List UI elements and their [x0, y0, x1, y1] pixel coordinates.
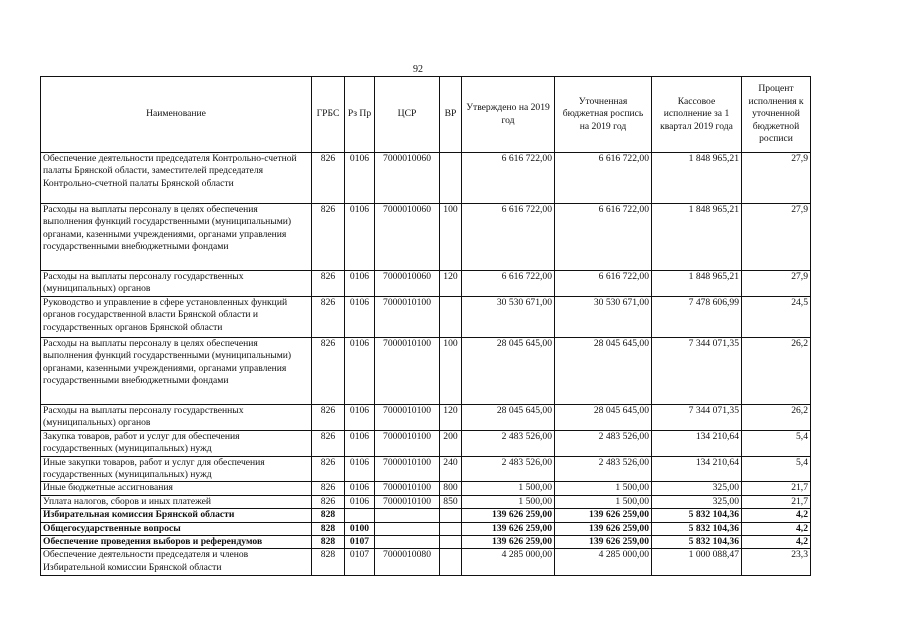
table-row — [41, 271, 811, 297]
cell-vr — [440, 153, 462, 204]
cell-name: Обеспечение деятельности председателя и членов Избирательной комиссии Брянской области — [41, 549, 312, 576]
cell-vr: 200 — [440, 430, 462, 456]
cell-name: Закупка товаров, работ и услуг для обеспечения государственных (муниципальных) нужд — [41, 430, 312, 456]
cell-refined: 28 045 645,00 — [555, 405, 652, 431]
cell-approved: 139 626 259,00 — [462, 536, 555, 549]
cell-percent: 26,2 — [742, 405, 811, 431]
table-row — [41, 405, 811, 431]
cell-percent: 23,3 — [742, 549, 811, 576]
cell-csr — [375, 536, 440, 549]
cell-cash: 325,00 — [652, 495, 742, 508]
cell-cash: 7 344 071,35 — [652, 338, 742, 405]
cell-percent: 24,5 — [742, 297, 811, 338]
header-vr: ВР — [440, 77, 462, 153]
cell-cash: 5 832 104,36 — [652, 509, 742, 522]
cell-rzpr — [345, 509, 375, 522]
header-approved: Утверждено на 2019 год — [462, 77, 555, 153]
cell-approved: 6 616 722,00 — [462, 271, 555, 297]
cell-refined: 139 626 259,00 — [555, 509, 652, 522]
cell-csr: 7000010100 — [375, 456, 440, 482]
cell-approved: 4 285 000,00 — [462, 549, 555, 576]
cell-refined: 6 616 722,00 — [555, 153, 652, 204]
cell-cash: 1 000 088,47 — [652, 549, 742, 576]
cell-grbs: 826 — [312, 495, 345, 508]
cell-approved: 139 626 259,00 — [462, 522, 555, 535]
cell-vr: 800 — [440, 482, 462, 495]
cell-percent: 4,2 — [742, 536, 811, 549]
cell-percent: 4,2 — [742, 522, 811, 535]
cell-rzpr: 0106 — [345, 405, 375, 431]
cell-grbs: 828 — [312, 549, 345, 576]
table-row — [41, 522, 811, 535]
cell-csr: 7000010080 — [375, 549, 440, 576]
cell-name: Иные закупки товаров, работ и услуг для обеспечения государственных (муниципальных) нужд — [41, 456, 312, 482]
cell-cash: 7 478 606,99 — [652, 297, 742, 338]
cell-csr: 7000010100 — [375, 482, 440, 495]
table-row — [41, 536, 811, 549]
cell-cash: 5 832 104,36 — [652, 522, 742, 535]
cell-refined: 1 500,00 — [555, 482, 652, 495]
cell-percent: 27,9 — [742, 271, 811, 297]
cell-rzpr: 0106 — [345, 456, 375, 482]
cell-grbs: 826 — [312, 430, 345, 456]
cell-refined: 2 483 526,00 — [555, 456, 652, 482]
cell-refined: 1 500,00 — [555, 495, 652, 508]
cell-cash: 1 848 965,21 — [652, 204, 742, 271]
table-row — [41, 549, 811, 576]
cell-approved: 1 500,00 — [462, 482, 555, 495]
cell-rzpr: 0106 — [345, 430, 375, 456]
cell-grbs: 826 — [312, 271, 345, 297]
cell-csr — [375, 509, 440, 522]
cell-refined: 6 616 722,00 — [555, 271, 652, 297]
cell-cash: 5 832 104,36 — [652, 536, 742, 549]
cell-grbs: 826 — [312, 153, 345, 204]
cell-refined: 30 530 671,00 — [555, 297, 652, 338]
cell-refined: 28 045 645,00 — [555, 338, 652, 405]
budget-table — [40, 76, 811, 576]
cell-name: Расходы на выплаты персоналу государственных (муниципальных) органов — [41, 405, 312, 431]
header-name: Наименование — [41, 77, 312, 153]
cell-csr: 7000010100 — [375, 297, 440, 338]
table-row — [41, 297, 811, 338]
header-row — [41, 77, 811, 153]
cell-cash: 7 344 071,35 — [652, 405, 742, 431]
cell-cash: 325,00 — [652, 482, 742, 495]
cell-name: Избирательная комиссия Брянской области — [41, 509, 312, 522]
cell-approved: 28 045 645,00 — [462, 338, 555, 405]
cell-percent: 21,7 — [742, 495, 811, 508]
cell-rzpr: 0100 — [345, 522, 375, 535]
cell-csr: 7000010060 — [375, 204, 440, 271]
cell-refined: 139 626 259,00 — [555, 536, 652, 549]
header-csr: ЦСР — [375, 77, 440, 153]
header-refined: Уточненная бюджетная роспись на 2019 год — [555, 77, 652, 153]
cell-csr: 7000010100 — [375, 405, 440, 431]
cell-percent: 5,4 — [742, 456, 811, 482]
cell-rzpr: 0106 — [345, 338, 375, 405]
cell-name: Обеспечение деятельности председателя Контрольно-счетной палаты Брянской области, заместителей председателя Контрольно-счетной палаты Брянской области — [41, 153, 312, 204]
cell-cash: 134 210,64 — [652, 456, 742, 482]
table-row — [41, 509, 811, 522]
cell-vr — [440, 509, 462, 522]
cell-rzpr: 0106 — [345, 153, 375, 204]
cell-name: Руководство и управление в сфере установленных функций органов государственной власти Брянской области и государственных органов Брянской области — [41, 297, 312, 338]
cell-percent: 27,9 — [742, 204, 811, 271]
cell-vr: 240 — [440, 456, 462, 482]
cell-vr: 100 — [440, 338, 462, 405]
cell-name: Уплата налогов, сборов и иных платежей — [41, 495, 312, 508]
cell-vr: 120 — [440, 271, 462, 297]
cell-csr: 7000010060 — [375, 153, 440, 204]
cell-rzpr: 0106 — [345, 204, 375, 271]
cell-rzpr: 0106 — [345, 297, 375, 338]
cell-approved: 139 626 259,00 — [462, 509, 555, 522]
table-row — [41, 482, 811, 495]
cell-name: Общегосударственные вопросы — [41, 522, 312, 535]
cell-rzpr: 0106 — [345, 271, 375, 297]
cell-approved: 6 616 722,00 — [462, 204, 555, 271]
cell-grbs: 826 — [312, 204, 345, 271]
cell-name: Расходы на выплаты персоналу в целях обеспечения выполнения функций государственными (муниципальными) органами, казенными учреждениями, органами управления государственными внебюджетными фондами — [41, 204, 312, 271]
table-row — [41, 153, 811, 204]
cell-vr — [440, 522, 462, 535]
cell-csr: 7000010060 — [375, 271, 440, 297]
header-percent: Процент исполнения к уточненной бюджетной росписи — [742, 77, 811, 153]
cell-vr: 100 — [440, 204, 462, 271]
table-row — [41, 338, 811, 405]
cell-approved: 6 616 722,00 — [462, 153, 555, 204]
cell-vr — [440, 536, 462, 549]
table-row — [41, 204, 811, 271]
cell-percent: 27,9 — [742, 153, 811, 204]
cell-csr — [375, 522, 440, 535]
cell-percent: 26,2 — [742, 338, 811, 405]
cell-grbs: 826 — [312, 338, 345, 405]
table-row — [41, 456, 811, 482]
cell-rzpr: 0107 — [345, 536, 375, 549]
cell-grbs: 826 — [312, 297, 345, 338]
cell-refined: 6 616 722,00 — [555, 204, 652, 271]
cell-csr: 7000010100 — [375, 495, 440, 508]
cell-refined: 139 626 259,00 — [555, 522, 652, 535]
cell-approved: 2 483 526,00 — [462, 456, 555, 482]
cell-grbs: 828 — [312, 536, 345, 549]
cell-cash: 134 210,64 — [652, 430, 742, 456]
cell-vr: 850 — [440, 495, 462, 508]
cell-csr: 7000010100 — [375, 338, 440, 405]
cell-grbs: 828 — [312, 522, 345, 535]
cell-vr: 120 — [440, 405, 462, 431]
table-row — [41, 495, 811, 508]
cell-cash: 1 848 965,21 — [652, 271, 742, 297]
cell-rzpr: 0106 — [345, 482, 375, 495]
header-rzpr: Рз Пр — [345, 77, 375, 153]
cell-refined: 2 483 526,00 — [555, 430, 652, 456]
cell-cash: 1 848 965,21 — [652, 153, 742, 204]
cell-rzpr: 0106 — [345, 495, 375, 508]
cell-approved: 30 530 671,00 — [462, 297, 555, 338]
cell-name: Иные бюджетные ассигнования — [41, 482, 312, 495]
cell-percent: 4,2 — [742, 509, 811, 522]
header-cash: Кассовое исполнение за 1 квартал 2019 года — [652, 77, 742, 153]
cell-name: Расходы на выплаты персоналу государственных (муниципальных) органов — [41, 271, 312, 297]
cell-refined: 4 285 000,00 — [555, 549, 652, 576]
cell-percent: 5,4 — [742, 430, 811, 456]
cell-percent: 21,7 — [742, 482, 811, 495]
header-grbs: ГРБС — [312, 77, 345, 153]
cell-vr — [440, 297, 462, 338]
cell-csr: 7000010100 — [375, 430, 440, 456]
cell-grbs: 826 — [312, 456, 345, 482]
table-row — [41, 430, 811, 456]
cell-grbs: 826 — [312, 405, 345, 431]
cell-name: Расходы на выплаты персоналу в целях обеспечения выполнения функций государственными (муниципальными) органами, казенными учреждениями, органами управления государственными внебюджетными фондами — [41, 338, 312, 405]
cell-approved: 1 500,00 — [462, 495, 555, 508]
cell-approved: 2 483 526,00 — [462, 430, 555, 456]
cell-approved: 28 045 645,00 — [462, 405, 555, 431]
cell-grbs: 826 — [312, 482, 345, 495]
cell-grbs: 828 — [312, 509, 345, 522]
cell-rzpr: 0107 — [345, 549, 375, 576]
cell-vr — [440, 549, 462, 576]
cell-name: Обеспечение проведения выборов и референдумов — [41, 536, 312, 549]
